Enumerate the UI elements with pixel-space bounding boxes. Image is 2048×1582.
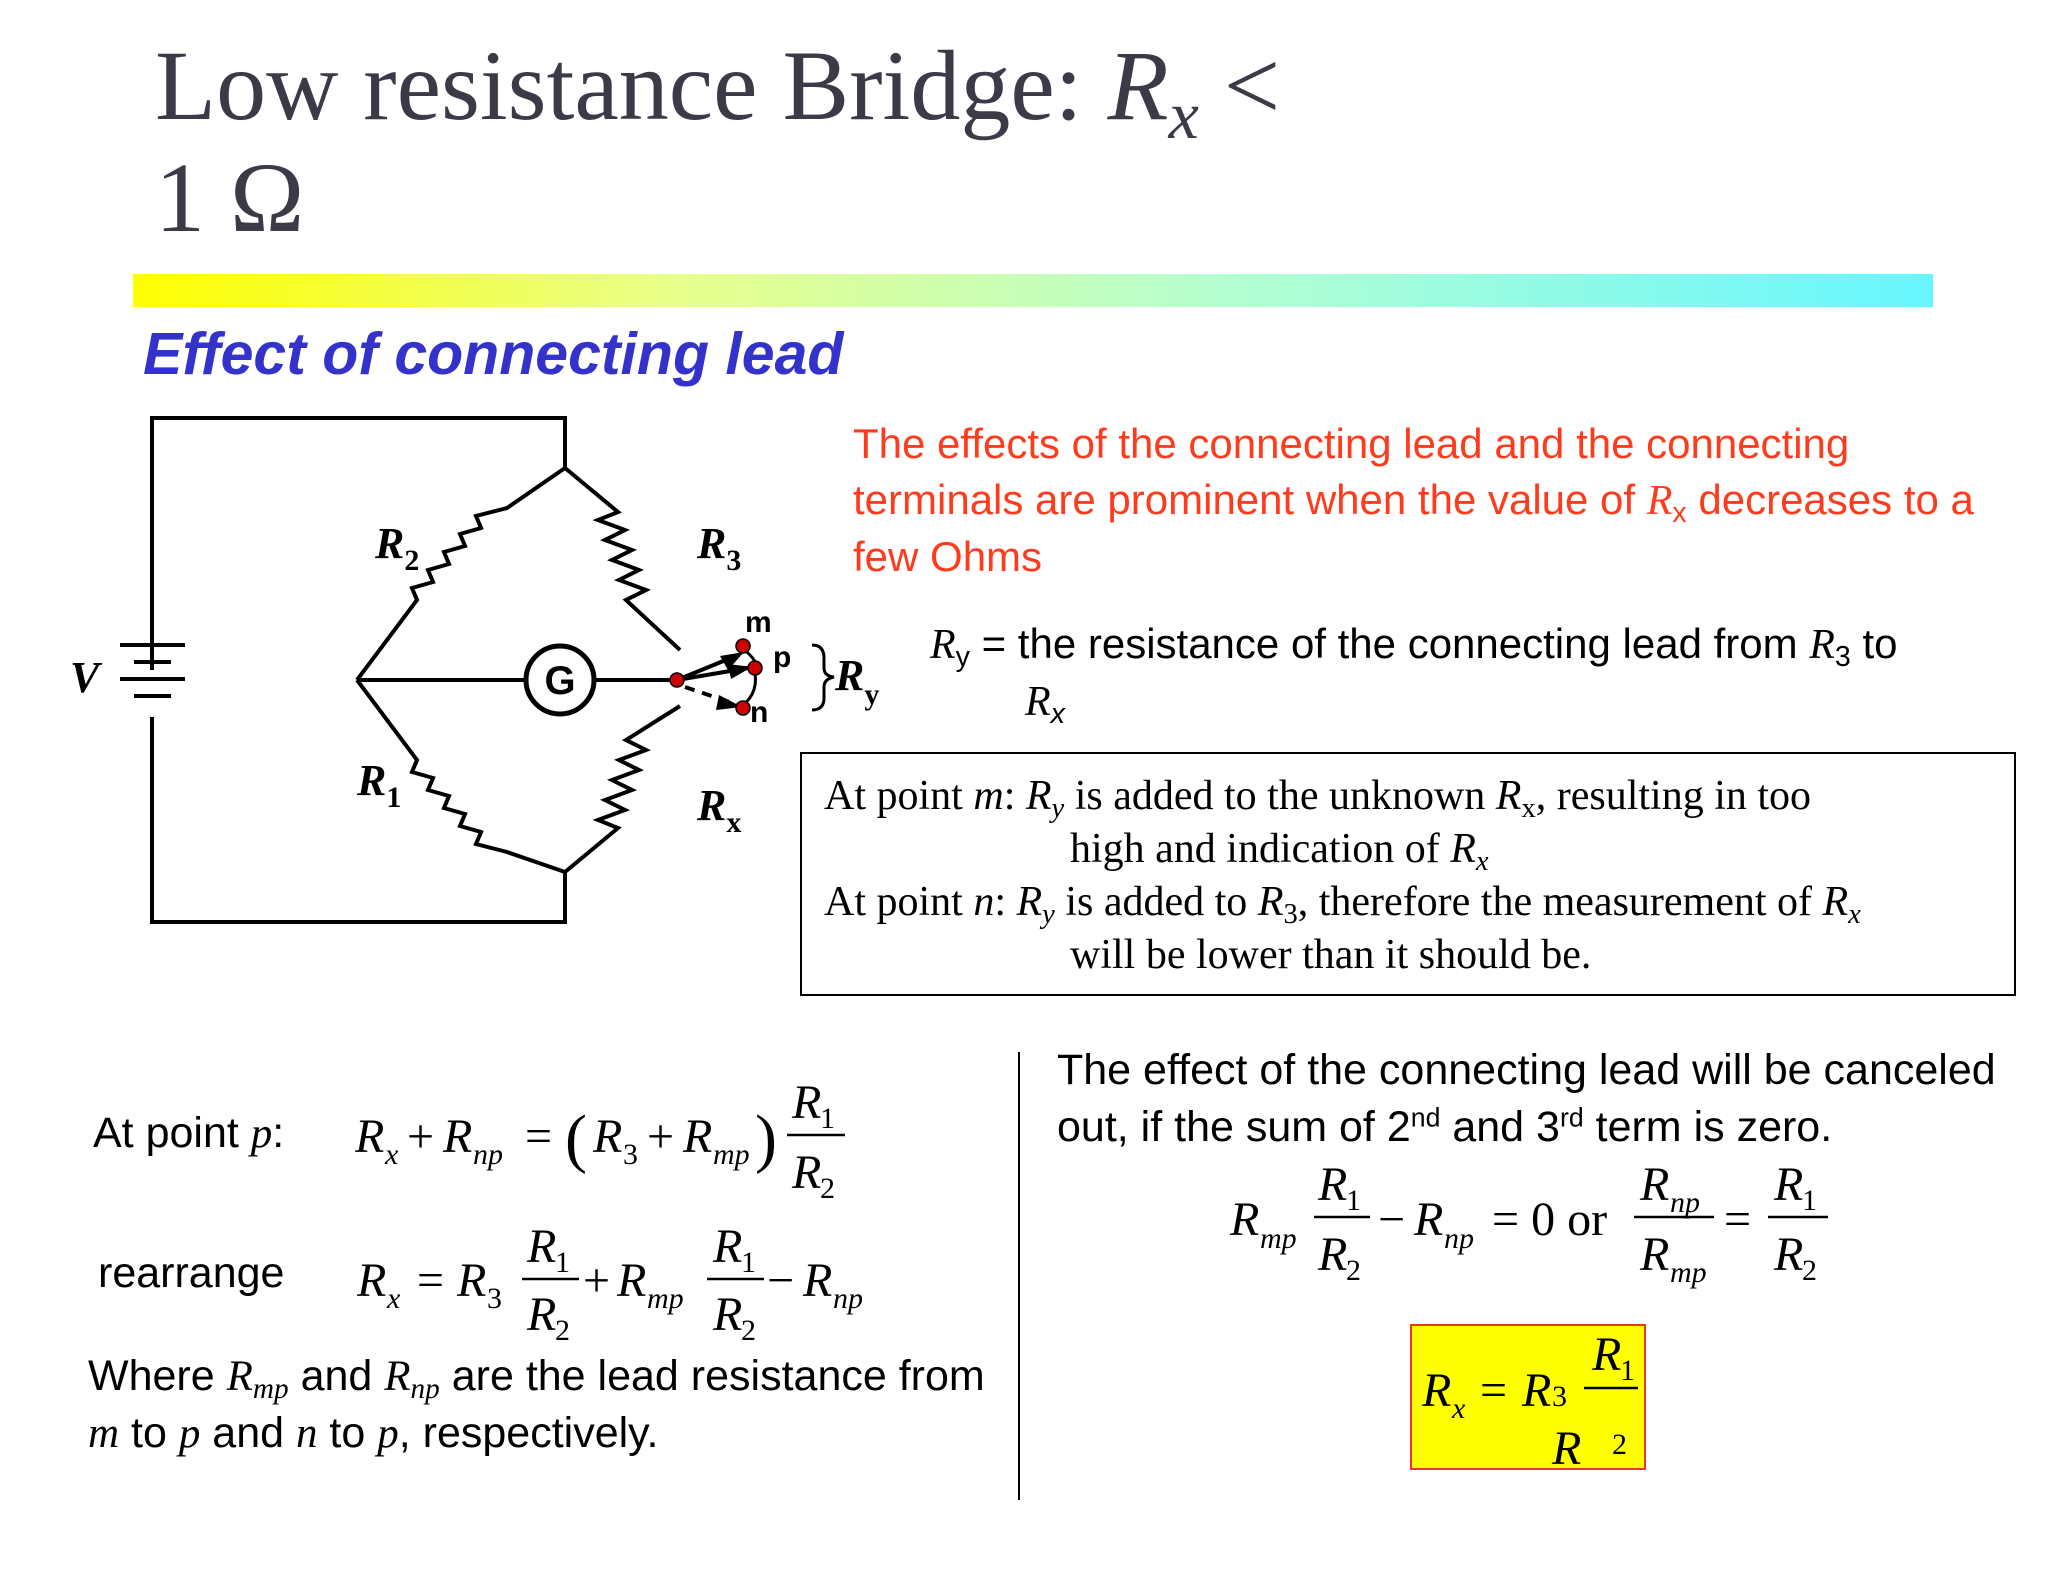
intro-part2: decreases to a few Ohms xyxy=(853,476,1974,580)
ry-r3-sub: 3 xyxy=(1834,640,1851,673)
eq2-d2: R xyxy=(713,1288,743,1341)
eq1-rparen: ) xyxy=(755,1102,777,1175)
box-n-colon: : xyxy=(994,879,1017,925)
eq1-den: R xyxy=(792,1146,822,1199)
label-m: m xyxy=(745,606,772,639)
eq4-den: R xyxy=(1552,1422,1582,1468)
eq2-n2-sub: 1 xyxy=(741,1246,756,1279)
box-n-r3-sub: 3 xyxy=(1283,898,1298,930)
box-n-lead: At point xyxy=(824,879,974,925)
intro-var: R xyxy=(1646,478,1673,524)
box-m-text1: is added to the unknown xyxy=(1064,773,1496,819)
label-rx-sub: x xyxy=(726,806,742,839)
eq4-equals: = xyxy=(1480,1364,1508,1417)
eq4-r3: R xyxy=(1522,1364,1552,1417)
eq2-d1: R xyxy=(527,1288,557,1341)
eq-p-var: p xyxy=(250,1110,273,1157)
bridge-circuit-diagram xyxy=(60,400,900,960)
label-r2-main: R xyxy=(375,519,405,568)
eq3-n1-sub: 1 xyxy=(1346,1184,1361,1217)
where-rnp-sub: np xyxy=(410,1373,440,1406)
eq1-rx-sub: x xyxy=(385,1138,399,1171)
eq1-equals: = xyxy=(525,1110,553,1163)
eq1-plus: + xyxy=(407,1110,435,1163)
eq2-equals: = xyxy=(417,1254,445,1307)
ry-to: to xyxy=(1850,620,1898,667)
eq1-rnp-sub: np xyxy=(473,1138,503,1171)
box-m2-rx-sub: x xyxy=(1475,845,1489,877)
box-n-text2: , therefore the measurement of xyxy=(1297,879,1823,925)
title-var: R xyxy=(1107,30,1169,141)
cancellation-text xyxy=(1057,1042,2007,1156)
ry-rx: R xyxy=(1025,679,1051,725)
accent-bar xyxy=(133,274,1933,307)
box-n-rx-sub: x xyxy=(1848,898,1861,930)
eq3-minus: − xyxy=(1378,1193,1406,1246)
equation-result xyxy=(1412,1326,1644,1468)
box-m-ry-sub: y xyxy=(1051,792,1065,824)
label-rx-main: R xyxy=(697,781,727,830)
equation-point-p xyxy=(355,1070,875,1210)
label-ry-main: R xyxy=(835,651,865,700)
box-m2-rx: R xyxy=(1450,826,1476,872)
eq3-rnp-sub: np xyxy=(1444,1222,1474,1255)
box-n-point: n xyxy=(973,879,995,925)
effect-t3: term is zero. xyxy=(1583,1103,1833,1151)
box-m-point: m xyxy=(973,773,1004,819)
node-n xyxy=(736,701,750,715)
title-main: Low resistance Bridge: xyxy=(155,30,1108,141)
ry-var-sub: y xyxy=(955,640,970,673)
resistor-rx xyxy=(565,706,680,872)
label-r2-sub: 2 xyxy=(404,544,420,577)
label-ry-sub: y xyxy=(864,678,880,711)
eq1-rmp-sub: mp xyxy=(713,1138,750,1171)
section-subtitle: Effect of connecting lead xyxy=(143,321,844,387)
eq2-rnp: R xyxy=(803,1254,833,1307)
box-line-m1 xyxy=(824,770,2014,823)
eq1-rmp: R xyxy=(683,1110,713,1163)
eq3-rmp: R xyxy=(1230,1193,1260,1246)
wire-bottom-loop xyxy=(152,717,565,922)
eq2-n1: R xyxy=(527,1220,557,1273)
eq2-d2-sub: 2 xyxy=(741,1314,756,1347)
page-title xyxy=(155,30,1280,254)
eq2-minus: − xyxy=(767,1254,795,1307)
label-r2 xyxy=(374,519,419,577)
equation-cancellation xyxy=(1230,1150,1850,1300)
eq3-d3-sub: 2 xyxy=(1802,1254,1817,1287)
ry-brace xyxy=(812,645,834,710)
eq3-d1: R xyxy=(1318,1228,1348,1281)
label-r3-main: R xyxy=(697,519,727,568)
eq3-n1: R xyxy=(1318,1158,1348,1211)
eq1-den-sub: 2 xyxy=(820,1172,835,1205)
label-r3-sub: 3 xyxy=(726,544,742,577)
eq2-r3-sub: 3 xyxy=(487,1282,502,1315)
box-n-r3: R xyxy=(1257,879,1284,925)
intro-text xyxy=(853,416,2023,585)
eq4-rx-sub: x xyxy=(1452,1392,1466,1425)
ry-text: = the resistance of the connecting lead from xyxy=(969,620,1810,667)
explanation-box xyxy=(800,752,2016,996)
eq-p-label-text: At point xyxy=(93,1109,251,1157)
eq1-num: R xyxy=(792,1076,822,1129)
eq2-d1-sub: 2 xyxy=(555,1314,570,1347)
box-m-lead: At point xyxy=(824,773,974,819)
ry-r3: R xyxy=(1809,622,1835,668)
equation-rearranged xyxy=(357,1218,917,1348)
eq3-rnp: R xyxy=(1414,1193,1444,1246)
eq4-den-sub: 2 xyxy=(1612,1428,1627,1461)
eq1-plus-2: + xyxy=(647,1110,675,1163)
effect-sup1: nd xyxy=(1410,1102,1441,1133)
eq2-n2: R xyxy=(713,1220,743,1273)
eq3-n2-sub: np xyxy=(1670,1186,1700,1219)
eq1-lparen: ( xyxy=(565,1102,587,1175)
eq3-n3: R xyxy=(1774,1158,1804,1211)
eq4-rx: R xyxy=(1422,1364,1452,1417)
where-t1: Where xyxy=(88,1352,227,1400)
eq2-rmp: R xyxy=(617,1254,647,1307)
label-r3 xyxy=(696,519,741,577)
where-t5: and xyxy=(200,1409,296,1457)
eq3-d2-sub: mp xyxy=(1670,1256,1707,1289)
eq-p-label xyxy=(93,1105,284,1162)
where-rmp: R xyxy=(226,1353,253,1400)
label-ry xyxy=(834,651,879,711)
title-rel: < xyxy=(1198,30,1281,141)
eq4-num-sub: 1 xyxy=(1620,1354,1635,1387)
ry-rx-sub: x xyxy=(1050,697,1065,730)
node-m xyxy=(736,639,750,653)
eq2-rx-sub: x xyxy=(387,1282,401,1315)
eq3-n3-sub: 1 xyxy=(1802,1184,1817,1217)
box-n-ry-sub: y xyxy=(1042,898,1055,930)
effect-t2: and 3 xyxy=(1440,1103,1560,1151)
box-line-m2 xyxy=(824,823,2014,876)
ry-definition xyxy=(930,616,2030,730)
node-junction xyxy=(670,673,684,687)
where-m: m xyxy=(88,1410,120,1457)
box-m-text3: high and indication of xyxy=(1070,826,1451,872)
node-p xyxy=(748,661,762,675)
eq3-rmp-sub: mp xyxy=(1260,1222,1297,1255)
lead-resistance-note xyxy=(88,1348,988,1462)
label-r1 xyxy=(356,756,401,814)
eq3-d3: R xyxy=(1774,1228,1804,1281)
where-p1: p xyxy=(178,1410,201,1457)
eq1-num-sub: 1 xyxy=(820,1102,835,1135)
where-rnp: R xyxy=(384,1353,411,1400)
box-n-ry: R xyxy=(1016,879,1043,925)
rearrange-label: rearrange xyxy=(98,1249,285,1297)
box-m-text2: , resulting in too xyxy=(1535,773,1812,819)
label-n: n xyxy=(750,696,769,729)
effect-sup2: rd xyxy=(1559,1102,1584,1133)
box-line-n2: will be lower than it should be. xyxy=(1070,932,1592,978)
where-n: n xyxy=(295,1410,318,1457)
where-t2: and xyxy=(288,1352,385,1400)
title-line2: 1 Ω xyxy=(155,142,305,253)
intro-var-sub: x xyxy=(1672,496,1687,529)
ry-var: R xyxy=(930,622,956,668)
box-m-ry: R xyxy=(1025,773,1052,819)
eq3-d1-sub: 2 xyxy=(1346,1254,1361,1287)
eq1-r3: R xyxy=(593,1110,623,1163)
eq2-r3: R xyxy=(457,1254,487,1307)
resistor-r3 xyxy=(565,468,680,650)
where-t6: to xyxy=(317,1409,378,1457)
label-galvanometer: G xyxy=(544,659,576,703)
where-t7: , respectively. xyxy=(398,1409,659,1457)
label-rx xyxy=(696,781,741,839)
label-v: V xyxy=(70,653,100,702)
resistor-r2 xyxy=(357,468,565,680)
eq2-n1-sub: 1 xyxy=(555,1246,570,1279)
box-n-rx: R xyxy=(1822,879,1849,925)
label-p: p xyxy=(773,641,792,674)
eq3-d2: R xyxy=(1640,1228,1670,1281)
eq1-rx: R xyxy=(355,1110,385,1163)
eq1-rnp: R xyxy=(443,1110,473,1163)
eq4-r3-sub: 3 xyxy=(1552,1380,1567,1413)
effect-t1: The effect of the connecting lead will be canceled out, if the sum of 2 xyxy=(1057,1046,1996,1151)
eq2-rx: R xyxy=(357,1254,387,1307)
label-r1-main: R xyxy=(357,756,387,805)
eq4-num: R xyxy=(1592,1328,1622,1381)
intro-part1: The effects of the connecting lead and the connecting terminals are prominent when the value of xyxy=(853,420,1850,523)
box-m-rx: R xyxy=(1495,773,1522,819)
eq3-n2: R xyxy=(1640,1158,1670,1211)
where-rmp-sub: mp xyxy=(252,1373,289,1406)
label-r1-sub: 1 xyxy=(386,781,402,814)
resistor-r1 xyxy=(357,680,565,872)
eq3-zero-or: = 0 or xyxy=(1492,1193,1608,1246)
eq2-rnp-sub: np xyxy=(833,1282,863,1315)
where-t4: to xyxy=(119,1409,179,1457)
box-m-rx-sub: x xyxy=(1521,792,1536,824)
where-p2: p xyxy=(377,1410,399,1457)
eq2-plus: + xyxy=(583,1254,611,1307)
eq3-equals: = xyxy=(1724,1193,1752,1246)
box-m-colon: : xyxy=(1003,773,1026,819)
box-line-n1 xyxy=(824,876,2014,929)
title-var-sub: x xyxy=(1168,77,1199,154)
box-n-text1: is added to xyxy=(1054,879,1258,925)
wire-top-loop xyxy=(152,418,565,670)
eq1-r3-sub: 3 xyxy=(623,1138,638,1171)
column-divider xyxy=(1018,1052,1020,1500)
where-t3: are the lead resistance from xyxy=(439,1352,985,1400)
eq2-rmp-sub: mp xyxy=(647,1282,684,1315)
eq-p-colon: : xyxy=(272,1109,285,1157)
